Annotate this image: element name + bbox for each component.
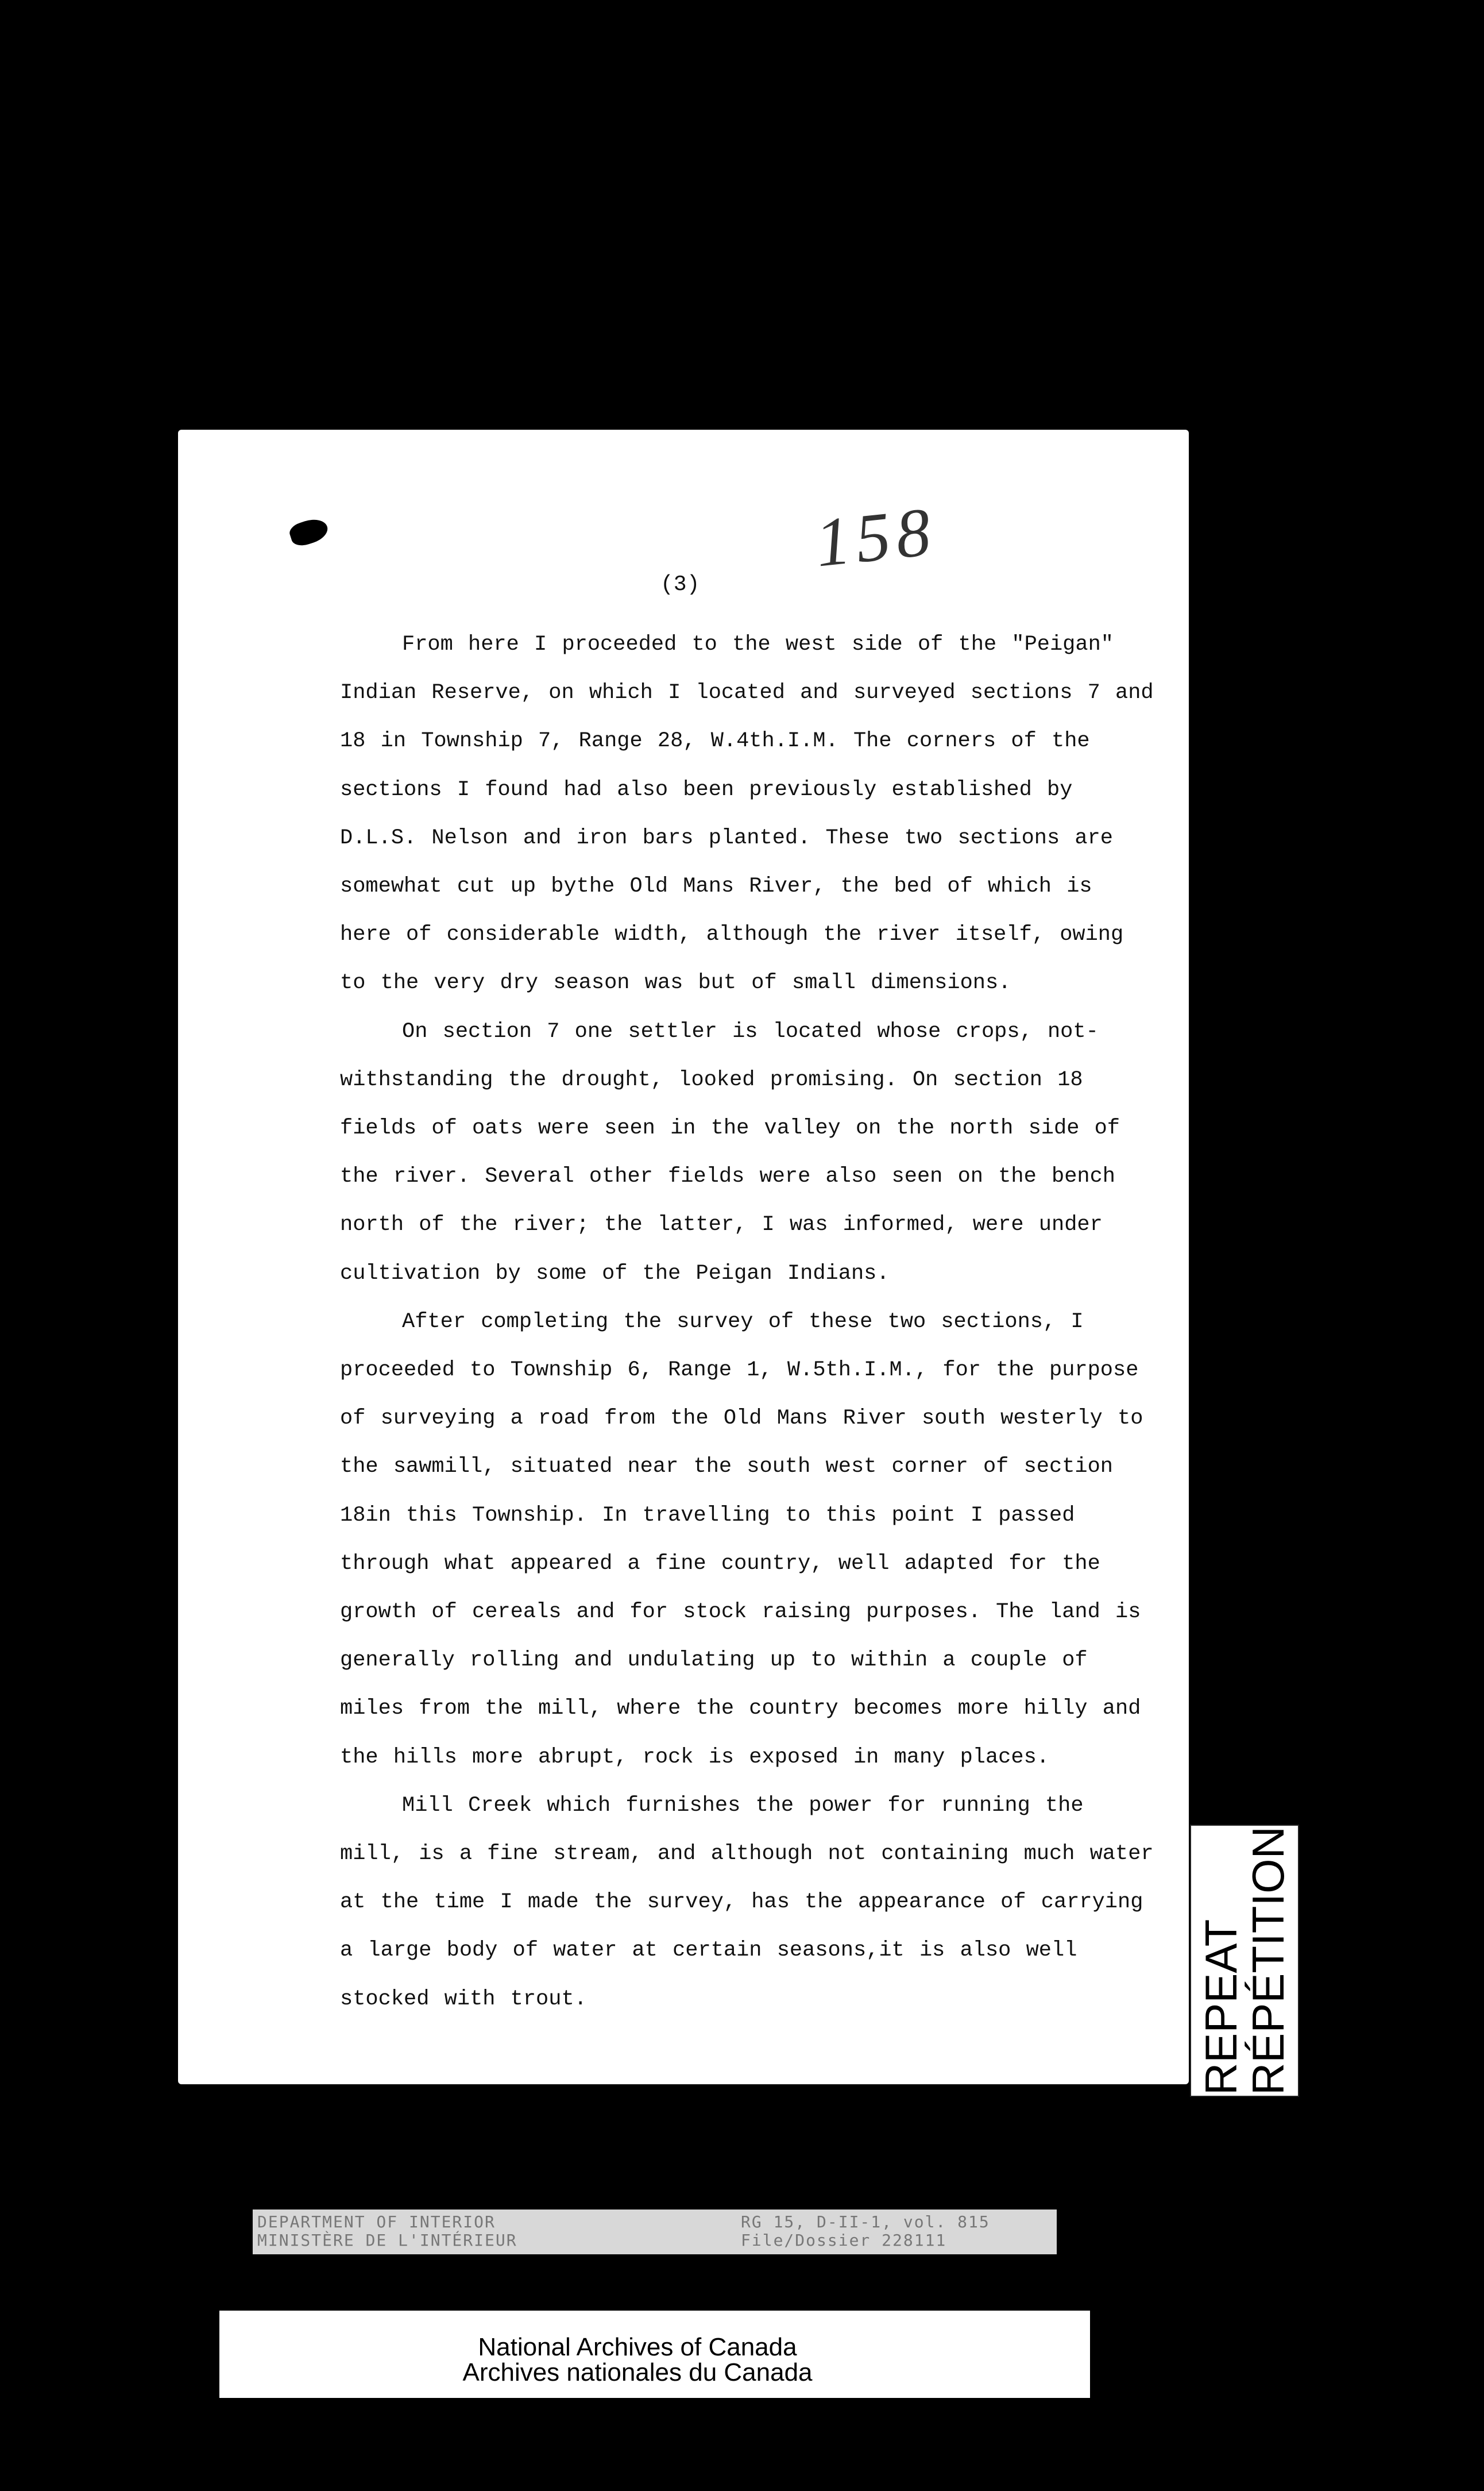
file-reference: File/Dossier 228111 [741,2231,947,2250]
paragraph-4: Mill Creek which furnishes the power for running the mill, is a fine stream, and although not containing much water at the time I made the survey, has the appearance of carrying a large body of water at certain seasons,it is also well stocked with trout. [340,1793,1154,2011]
repeat-stamp [1190,1825,1299,2097]
repeat-french: RÉPÉTITION [1243,1826,1293,2096]
archives-english: National Archives of Canada [478,2333,797,2361]
department-label [253,2209,1057,2254]
record-group-reference: RG 15, D-II-1, vol. 815 [741,2212,990,2231]
department-french: MINISTÈRE DE L'INTÉRIEUR [257,2231,517,2250]
archives-label [219,2311,1090,2398]
department-english: DEPARTMENT OF INTERIOR [257,2212,496,2231]
paragraph-3: After completing the survey of these two sections, I proceeded to Township 6, Range 1, W.5th.I.M., for the purpose of surveying a road from the Old Mans River south westerly to the sawmill, situated near the south west corner of section 18in this Township. In travelling to this point I passed through what appeared a fine country, well adapted for the growth of cereals and for stock raising purposes. The land is generally rolling and undulating up to within a couple of miles from the mill, where the country becomes more hilly and the hills more abrupt, rock is exposed in many places. [340,1309,1143,1769]
repeat-english: REPEAT [1196,1919,1246,2096]
paragraph-2: On section 7 one settler is located whose crops, not-withstanding the drought, looked promising. On section 18 fields of oats were seen in the valley on the north side of the river. Several other fields were also seen on the bench north of the river; the latter, I was informed, were under cultivation by some of the Peigan Indians. [340,1019,1120,1286]
page-number: (3) [660,572,700,597]
archives-french: Archives nationales du Canada [462,2358,813,2386]
typed-letter-body [340,620,1155,2023]
handwritten-folio-number: 158 [811,492,940,581]
paragraph-1: From here I proceeded to the west side of the "Peigan" Indian Reserve, on which I located and surveyed sections 7 and 18 in Township 7, Range 28, W.4th.I.M. The corners of the sections I found had also been previously established by D.L.S. Nelson and iron bars planted. These two sections are somewhat cut up bythe Old Mans River, the bed of which is here of considerable width, although the river itself, owing to the very dry season was but of small dimensions. [340,633,1154,996]
